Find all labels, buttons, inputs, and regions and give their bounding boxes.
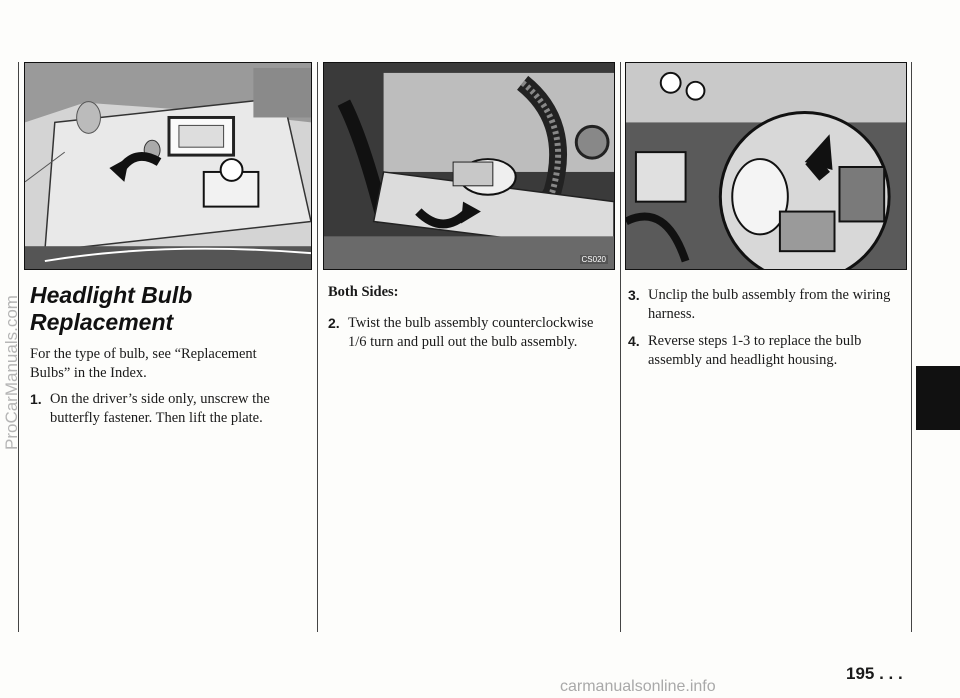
step-number: 4. (628, 333, 640, 349)
step-3 (628, 286, 898, 324)
photo-bulb-unclip (625, 62, 907, 270)
side-watermark: ProCarManuals.com (2, 295, 21, 450)
column-rule-right (911, 62, 912, 632)
step-1 (30, 390, 312, 428)
step-number: 2. (328, 315, 340, 331)
photo-plate-fastener-illustration (25, 63, 311, 269)
section-tab-marker (916, 366, 960, 430)
step-text: Twist the bulb assembly counterclockwise 1/6 turn and pull out the bulb assembly. (348, 315, 594, 350)
photo-plate-fastener (24, 62, 312, 270)
bottom-watermark: carmanualsonline.info (560, 678, 716, 695)
step-text: On the driver’s side only, unscrew the butterfly fastener. Then lift the plate. (50, 391, 270, 426)
photo-bulb-twist (323, 62, 615, 270)
photo-bulb-twist-illustration (324, 63, 614, 269)
photo-bulb-unclip-illustration (626, 63, 906, 269)
both-sides-label: Both Sides: (328, 284, 399, 300)
photo-code-label: CS020 (581, 255, 606, 264)
intro-paragraph: For the type of bulb, see “Replacement Bulbs” in the Index. (30, 346, 257, 381)
step-text: Reverse steps 1-3 to replace the bulb assembly and headlight housing. (648, 333, 862, 368)
section-title: Headlight Bulb Replacement (30, 282, 193, 335)
step-text: Unclip the bulb assembly from the wiring harness. (648, 287, 891, 322)
column-rule-middle-a (317, 62, 318, 632)
step-2 (328, 314, 613, 352)
step-4 (628, 332, 903, 370)
step-number: 1. (30, 391, 42, 407)
column-rule-middle-b (620, 62, 621, 632)
step-number: 3. (628, 287, 640, 303)
page-number: 195 . . . (846, 664, 903, 683)
